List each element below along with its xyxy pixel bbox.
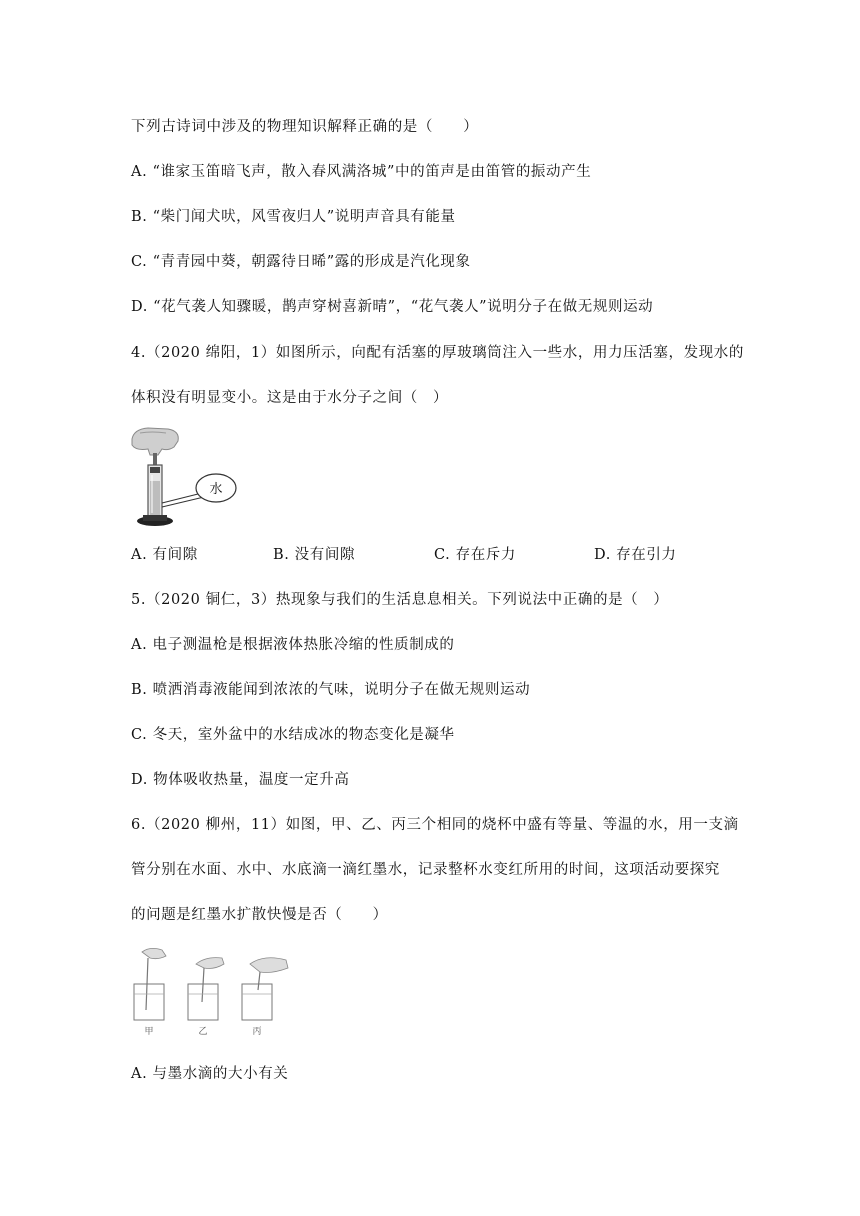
q4-figure-label: 水: [209, 482, 223, 497]
q4-figure-glass-cylinder: [128, 425, 243, 531]
q5-option-b: B. 喷洒消毒液能闻到浓浓的气味，说明分子在做无规则运动: [131, 682, 531, 698]
q6-stem-line1: 6.（2020 柳州，11）如图，甲、乙、丙三个相同的烧杯中盛有等量、等温的水，用一支滴: [131, 817, 739, 833]
q3-stem: 下列古诗词中涉及的物理知识解释正确的是（ ）: [131, 119, 479, 135]
q4-stem-line1: 4.（2020 绵阳，1）如图所示，向配有活塞的厚玻璃筒注入一些水，用力压活塞，发现水的: [131, 345, 744, 361]
q3-option-a: A. “谁家玉笛暗飞声，散入春风满洛城”中的笛声是由笛管的振动产生: [131, 164, 592, 180]
beaker-2: [188, 958, 224, 1037]
q3-option-c: C. “青青园中葵，朝露待日晞”露的形成是汽化现象: [131, 254, 471, 270]
q5-option-c: C. 冬天，室外盆中的水结成冰的物态变化是凝华: [131, 727, 455, 743]
q5-stem: 5.（2020 铜仁，3）热现象与我们的生活息息相关。下列说法中正确的是（ ）: [131, 592, 669, 608]
beaker-3-label: 丙: [252, 1027, 262, 1037]
q6-option-a: A. 与墨水滴的大小有关: [131, 1066, 289, 1082]
q5-option-d: D. 物体吸收热量，温度一定升高: [131, 772, 350, 788]
q6-stem-line3: 的问题是红墨水扩散快慢是否（ ）: [131, 907, 388, 923]
q6-figure-beakers: [128, 946, 294, 1038]
beaker-2-label: 乙: [198, 1027, 208, 1037]
q5-option-a: A. 电子测温枪是根据液体热胀冷缩的性质制成的: [131, 637, 455, 653]
q3-option-d: D. “花气袭人知骤暖，鹊声穿树喜新晴”，“花气袭人”说明分子在做无规则运动: [131, 299, 654, 315]
q4-stem-line2: 体积没有明显变小。这是由于水分子之间（ ）: [131, 390, 449, 406]
q3-option-b: B. “柴门闻犬吠，风雪夜归人”说明声音具有能量: [131, 209, 456, 225]
q4-option-b: B. 没有间隙: [273, 547, 356, 563]
beaker-3: [242, 958, 288, 1037]
q6-stem-line2: 管分别在水面、水中、水底滴一滴红墨水，记录整杯水变红所用的时间，这项活动要探究: [131, 862, 720, 878]
q4-option-a: A. 有间隙: [131, 547, 198, 563]
q4-option-c: C. 存在斥力: [434, 547, 516, 563]
beaker-1-label: 甲: [144, 1027, 154, 1037]
beaker-1: [134, 948, 166, 1037]
q4-option-d: D. 存在引力: [594, 547, 677, 563]
